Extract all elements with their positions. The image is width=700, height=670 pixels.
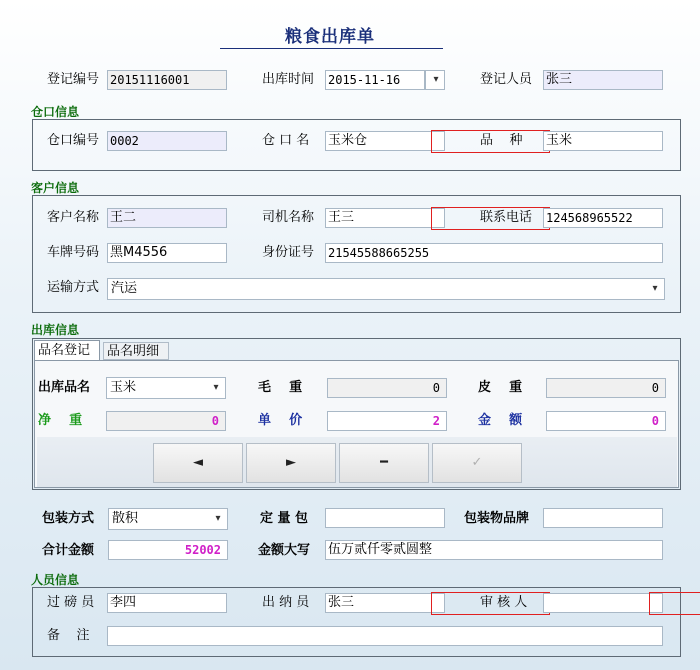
- chevron-down-icon: ▾: [652, 283, 658, 294]
- prev-button[interactable]: ◄: [153, 443, 243, 483]
- auditor-label: 审 核 人: [480, 595, 528, 610]
- gross-label: 毛 重: [258, 380, 303, 395]
- reg-person-label: 登记人员: [480, 72, 533, 87]
- price-field[interactable]: 2: [327, 411, 447, 431]
- customer-name-field[interactable]: 王二: [107, 208, 227, 228]
- out-time-label: 出库时间: [262, 72, 315, 87]
- brand-label: 包装物品牌: [464, 511, 530, 526]
- note-field[interactable]: [107, 626, 663, 646]
- tab-product-detail[interactable]: 品名明细: [103, 342, 169, 360]
- warehouse-no-label: 仓口编号: [47, 133, 100, 148]
- variety-label: 品 种: [480, 133, 523, 148]
- net-label: 净 重: [38, 413, 83, 428]
- title-underline: [220, 48, 443, 49]
- tab-product-register[interactable]: 品名登记: [34, 340, 100, 360]
- chevron-down-icon: ▾: [215, 513, 221, 524]
- brand-field[interactable]: [543, 508, 663, 528]
- pack-value: 散积: [112, 511, 139, 526]
- cashier-field[interactable]: 张三: [325, 593, 445, 613]
- cashier-label: 出 纳 员: [262, 595, 310, 610]
- chevron-down-icon: ▾: [213, 382, 219, 393]
- caps-label: 金额大写: [258, 543, 311, 558]
- chevron-down-icon: ▾: [433, 74, 439, 85]
- reg-person-field[interactable]: 张三: [543, 70, 663, 90]
- extra-highlight: [649, 592, 700, 615]
- next-button[interactable]: ►: [246, 443, 336, 483]
- phone-label: 联系电话: [480, 210, 533, 225]
- caps-field[interactable]: 伍万贰仟零贰圆整: [325, 540, 663, 560]
- personnel-section-title: 人员信息: [31, 573, 80, 587]
- amount-field[interactable]: 0: [546, 411, 666, 431]
- phone-field[interactable]: 124568965522: [543, 208, 663, 228]
- reg-no-label: 登记编号: [47, 72, 100, 87]
- amount-label: 金 额: [478, 413, 523, 428]
- transport-select[interactable]: [107, 278, 665, 300]
- transport-value: 汽运: [111, 281, 138, 296]
- reg-no-field[interactable]: 20151116001: [107, 70, 227, 90]
- product-select[interactable]: [106, 377, 226, 399]
- tare-label: 皮 重: [478, 380, 523, 395]
- warehouse-section-title: 仓口信息: [31, 105, 80, 119]
- driver-field[interactable]: 王三: [325, 208, 445, 228]
- id-field[interactable]: 21545588665255: [325, 243, 663, 263]
- fixed-pack-field[interactable]: [325, 508, 445, 528]
- driver-label: 司机名称: [262, 210, 315, 225]
- product-value: 玉米: [110, 380, 137, 395]
- confirm-button[interactable]: ✓: [432, 443, 522, 483]
- note-label: 备 注: [47, 628, 90, 643]
- price-label: 单 价: [258, 413, 303, 428]
- weigher-field[interactable]: 李四: [107, 593, 227, 613]
- fixed-pack-label: 定 量 包: [260, 511, 309, 526]
- variety-field[interactable]: 玉米: [543, 131, 663, 151]
- total-field[interactable]: 52002: [108, 540, 228, 560]
- customer-name-label: 客户名称: [47, 210, 100, 225]
- warehouse-name-field[interactable]: 玉米仓: [325, 131, 445, 151]
- page-title: 粮食出库单: [285, 27, 375, 47]
- plate-label: 车牌号码: [47, 245, 100, 260]
- plate-field[interactable]: 黑M4556: [107, 243, 227, 263]
- auditor-field[interactable]: [543, 593, 663, 613]
- pack-label: 包装方式: [42, 511, 95, 526]
- pack-select[interactable]: [108, 508, 228, 530]
- id-label: 身份证号: [262, 245, 315, 260]
- out-time-field[interactable]: 2015-11-16: [325, 70, 425, 90]
- customer-section-title: 客户信息: [31, 181, 80, 195]
- net-field[interactable]: 0: [106, 411, 226, 431]
- weigher-label: 过 磅 员: [47, 595, 95, 610]
- delete-button[interactable]: ━: [339, 443, 429, 483]
- transport-label: 运输方式: [47, 280, 100, 295]
- gross-field[interactable]: 0: [327, 378, 447, 398]
- outbound-section-title: 出库信息: [31, 323, 80, 337]
- tare-field[interactable]: 0: [546, 378, 666, 398]
- warehouse-no-field[interactable]: 0002: [107, 131, 227, 151]
- product-label: 出库品名: [38, 380, 91, 395]
- date-picker[interactable]: [425, 70, 445, 90]
- total-label: 合计金额: [42, 543, 95, 558]
- warehouse-name-label: 仓 口 名: [262, 133, 310, 148]
